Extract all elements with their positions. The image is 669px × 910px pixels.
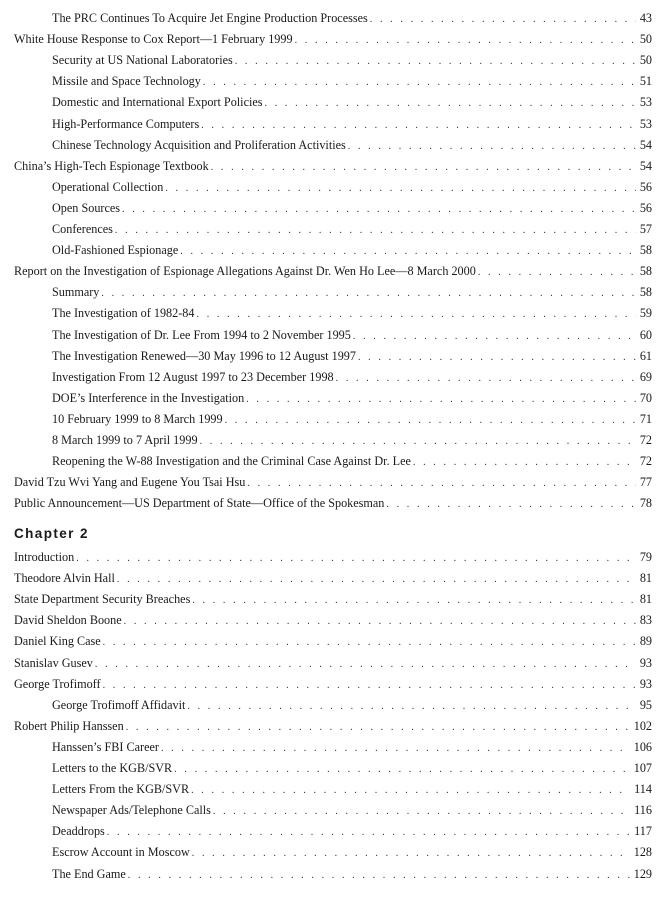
- toc-entry-title: Public Announcement—US Department of State—Office of the Spokesman: [14, 496, 385, 511]
- toc-subentry: [52, 739, 652, 755]
- toc-subentry: [52, 866, 652, 882]
- dot-leader: [128, 868, 630, 882]
- toc-page-number: 70: [639, 390, 652, 405]
- dot-leader: [265, 96, 636, 110]
- dot-leader: [101, 286, 635, 300]
- toc-subentry: [52, 411, 652, 427]
- toc-entry-title: Escrow Account in Moscow: [52, 845, 190, 860]
- dot-leader: [197, 307, 636, 321]
- toc-entry-title: Robert Philip Hanssen: [14, 718, 124, 733]
- toc-subentry: [52, 116, 652, 132]
- toc-entry-title: Hanssen’s FBI Career: [52, 739, 159, 754]
- dot-leader: [95, 657, 636, 671]
- toc-page-number: 129: [633, 866, 652, 881]
- toc-entry-title: 8 March 1999 to 7 April 1999: [52, 433, 198, 447]
- toc-entry-title: The PRC Continues To Acquire Jet Engine Production Processes: [52, 11, 368, 25]
- toc-subentry: [52, 781, 652, 797]
- dot-leader: [200, 434, 636, 448]
- toc-page-number: 57: [639, 222, 652, 236]
- dot-leader: [478, 265, 636, 279]
- toc-page-number: 50: [639, 53, 652, 68]
- dot-leader: [353, 329, 636, 343]
- toc-entry-title: Letters to the KGB/SVR: [52, 761, 173, 775]
- toc-page-number: 71: [639, 411, 652, 426]
- dot-leader: [76, 551, 636, 565]
- toc-page-number: 114: [634, 782, 652, 797]
- toc-subentry: [52, 760, 652, 776]
- dot-leader: [103, 635, 636, 649]
- toc-page-number: 102: [633, 718, 652, 733]
- toc-entry: [14, 549, 652, 565]
- toc-page-number: 58: [639, 243, 652, 258]
- toc-page-number: 56: [639, 200, 652, 215]
- dot-leader: [358, 350, 636, 364]
- toc-entry-title: White House Response to Cox Report—1 February 1999: [14, 32, 293, 47]
- toc-subentry: [52, 432, 652, 448]
- toc-page-number: 93: [639, 655, 652, 670]
- toc-entry-title: Deaddrops: [52, 824, 105, 839]
- dot-leader: [191, 783, 630, 797]
- dot-leader: [336, 371, 636, 385]
- toc-entry-title: The Investigation of Dr. Lee From 1994 to 2 November 1995: [52, 327, 351, 342]
- toc-entry: [14, 158, 652, 174]
- toc-subentry: [52, 305, 652, 321]
- toc-page-number: 89: [639, 634, 652, 649]
- dot-leader: [211, 160, 636, 174]
- dot-leader: [122, 202, 636, 216]
- toc-page-number: 81: [639, 571, 652, 586]
- toc-entry-title: Missile and Space Technology: [52, 74, 201, 89]
- toc-subentry: [52, 284, 652, 300]
- toc-page-number: 117: [634, 824, 652, 839]
- toc-entry: [14, 655, 652, 671]
- toc-page-number: 43: [639, 11, 652, 25]
- toc-entry: [14, 474, 652, 490]
- toc-page-number: 95: [639, 697, 652, 712]
- dot-leader: [213, 804, 630, 818]
- toc-entry-title: Reopening the W-88 Investigation and the Criminal Case Against Dr. Lee: [52, 454, 411, 469]
- toc-subentry: [52, 348, 652, 364]
- dot-leader: [370, 12, 636, 26]
- toc-entry: [14, 591, 652, 607]
- toc-page-number: 72: [639, 433, 652, 447]
- toc-entry-title: High-Performance Computers: [52, 116, 200, 131]
- toc-page-number: 107: [633, 761, 652, 775]
- toc-page-number: 59: [639, 306, 652, 321]
- toc-entry-title: China’s High-Tech Espionage Textbook: [14, 158, 209, 173]
- dot-leader: [295, 33, 636, 47]
- dot-leader: [235, 54, 636, 68]
- dot-leader: [246, 392, 636, 406]
- toc-entry-title: Security at US National Laboratories: [52, 53, 233, 68]
- toc-entry-title: Theodore Alvin Hall: [14, 571, 115, 586]
- toc-page-number: 72: [639, 454, 652, 469]
- toc-entry-title: Letters From the KGB/SVR: [52, 782, 190, 797]
- toc-page-number: 128: [633, 845, 652, 860]
- toc-subentry: [52, 137, 652, 153]
- dot-leader: [413, 455, 636, 469]
- dot-leader: [165, 181, 635, 195]
- toc-entry-title: Introduction: [14, 550, 75, 564]
- toc-page-number: 51: [639, 74, 652, 89]
- toc-entry-title: The End Game: [52, 866, 126, 881]
- dot-leader: [103, 678, 636, 692]
- toc-subentry: [52, 844, 652, 860]
- toc-entry-title: Chinese Technology Acquisition and Proliferation Activities: [52, 137, 346, 152]
- toc-page-number: 116: [634, 803, 652, 818]
- toc-subentry: [52, 242, 652, 258]
- toc-entry-title: Conferences: [52, 222, 113, 236]
- toc-subentry: [52, 179, 652, 195]
- toc-page-number: 69: [639, 369, 652, 384]
- toc-page-number: 58: [639, 285, 652, 300]
- toc-entry-title: Daniel King Case: [14, 634, 101, 649]
- toc-entry-title: Stanislav Gusev: [14, 655, 93, 670]
- dot-leader: [192, 846, 630, 860]
- toc-entry-title: The Investigation of 1982-84: [52, 306, 195, 321]
- toc-entry: [14, 718, 652, 734]
- toc-entry-title: Summary: [52, 285, 100, 300]
- toc-subentry: [52, 200, 652, 216]
- toc-entry: [14, 31, 652, 47]
- toc-page-number: 56: [639, 179, 652, 194]
- toc-entry: [14, 495, 652, 511]
- toc-page-number: 78: [639, 496, 652, 511]
- toc-page-number: 54: [639, 137, 652, 152]
- toc-page-number: 93: [639, 676, 652, 691]
- toc-entry-title: David Tzu Wvi Yang and Eugene You Tsai Hsu: [14, 475, 246, 490]
- toc-entry-title: DOE’s Interference in the Investigation: [52, 390, 245, 405]
- toc-entry-title: George Trofimoff Affidavit: [52, 697, 186, 712]
- toc-page-number: 60: [639, 327, 652, 342]
- toc-entry-title: Operational Collection: [52, 179, 164, 194]
- dot-leader: [180, 244, 636, 258]
- toc-entry-title: 10 February 1999 to 8 March 1999: [52, 411, 223, 426]
- toc-subentry: [52, 823, 652, 839]
- dot-leader: [192, 593, 635, 607]
- toc-entry-title: Report on the Investigation of Espionage Allegations Against Dr. Wen Ho Lee—8 March 2000: [14, 264, 476, 279]
- dot-leader: [115, 223, 636, 237]
- toc-subentry: [52, 802, 652, 818]
- chapter-2-heading: Chapter 2: [14, 526, 89, 541]
- dot-leader: [124, 614, 636, 628]
- dot-leader: [187, 699, 635, 713]
- dot-leader: [348, 139, 636, 153]
- toc-page-number: 53: [639, 116, 652, 131]
- toc-subentry: [52, 697, 652, 713]
- toc-page-number: 83: [639, 613, 652, 628]
- toc-page-number: 106: [633, 739, 652, 754]
- toc-entry: [14, 612, 652, 628]
- toc-page-number: 58: [639, 264, 652, 279]
- toc-subentry: [52, 73, 652, 89]
- toc-subentry: [52, 221, 652, 237]
- toc-subentry: [52, 327, 652, 343]
- toc-page-number: 79: [639, 550, 652, 564]
- toc-entry: [14, 633, 652, 649]
- toc-page-number: 77: [639, 475, 652, 490]
- toc-entry-title: David Sheldon Boone: [14, 613, 122, 628]
- toc-entry-title: The Investigation Renewed—30 May 1996 to 12 August 1997: [52, 348, 356, 363]
- toc-entry: [14, 676, 652, 692]
- dot-leader: [161, 741, 630, 755]
- toc-entry-title: State Department Security Breaches: [14, 592, 191, 607]
- dot-leader: [247, 476, 635, 490]
- toc-page-number: 50: [639, 32, 652, 47]
- toc-entry-title: Investigation From 12 August 1997 to 23 December 1998: [52, 369, 334, 384]
- dot-leader: [386, 497, 635, 511]
- toc-subentry: [52, 94, 652, 110]
- toc-subentry: [52, 390, 652, 406]
- toc-entry-title: Newspaper Ads/Telephone Calls: [52, 803, 211, 818]
- dot-leader: [203, 75, 636, 89]
- dot-leader: [126, 720, 630, 734]
- dot-leader: [201, 118, 636, 132]
- toc-subentry: [52, 369, 652, 385]
- toc-subentry: [52, 52, 652, 68]
- toc-entry-title: Domestic and International Export Policies: [52, 95, 263, 110]
- toc-page-number: 53: [639, 95, 652, 110]
- dot-leader: [117, 572, 636, 586]
- toc-entry-title: George Trofimoff: [14, 676, 101, 691]
- dot-leader: [107, 825, 630, 839]
- toc-subentry: [52, 453, 652, 469]
- toc-page-number: 61: [639, 348, 652, 363]
- dot-leader: [174, 762, 630, 776]
- toc-entry-title: Open Sources: [52, 200, 121, 215]
- dot-leader: [225, 413, 636, 427]
- toc-entry: [14, 263, 652, 279]
- toc-entry: [14, 570, 652, 586]
- toc-page-number: 54: [639, 158, 652, 173]
- toc-page-number: 81: [639, 592, 652, 607]
- toc-entry-title: Old-Fashioned Espionage: [52, 243, 179, 258]
- toc-subentry: [52, 10, 652, 26]
